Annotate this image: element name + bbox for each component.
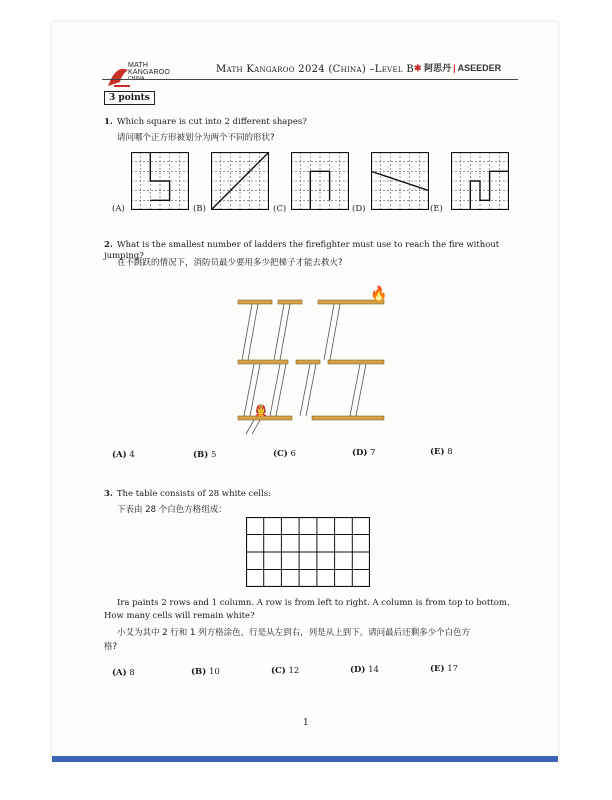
fire-icon: 🔥	[370, 286, 388, 302]
option-e-label: (E)	[430, 204, 443, 214]
question-3-cn: 下表由 28 个白色方格组成：	[117, 505, 227, 515]
option-c-label: (C)	[273, 204, 287, 214]
question-1-en: Which square is cut into 2 different shapes?	[116, 117, 307, 127]
q3-answer-a	[112, 668, 135, 678]
q2-answer-a-value: 4	[129, 450, 135, 460]
q2-answer-c-value: 6	[290, 449, 296, 459]
q2-answer-c	[273, 449, 296, 459]
page-title: Math Kangaroo 2024 (China) –Level B	[216, 64, 414, 75]
header-divider	[102, 79, 518, 80]
math-kangaroo-logo	[58, 34, 171, 80]
q2-answer-b-letter: (B)	[193, 450, 209, 460]
q2-answer-c-letter: (C)	[273, 449, 288, 459]
question-2-cn: 在不跳跃的情况下，消防员最少要用多少把梯子才能去救火?	[117, 258, 343, 268]
q2-answer-d-value: 7	[370, 448, 376, 458]
question-3-en: The table consists of 28 white cells:	[116, 489, 271, 499]
q2-answer-a	[112, 450, 135, 460]
q2-answer-d	[352, 448, 376, 458]
ladders-figure	[230, 276, 390, 436]
q3-answer-c-value: 12	[288, 666, 300, 676]
question-3-body-cn-2: 格?	[104, 642, 118, 652]
q2-answer-b	[193, 450, 216, 460]
q3-answer-b-letter: (B)	[191, 667, 207, 677]
q2-answer-e	[430, 447, 453, 457]
q3-answer-a-value: 8	[129, 668, 135, 678]
option-b-label: (B)	[193, 204, 206, 214]
q2-answer-d-letter: (D)	[352, 448, 368, 458]
option-d-label: (D)	[352, 204, 366, 214]
option-a-figure	[131, 152, 189, 210]
option-c-figure	[291, 152, 349, 210]
aseeder-en-name: ASEEDER	[457, 63, 502, 73]
q3-answer-a-letter: (A)	[112, 668, 127, 678]
q2-answer-a-letter: (A)	[112, 450, 127, 460]
q2-answer-b-value: 5	[210, 450, 217, 460]
question-2-number: 2.	[104, 240, 113, 250]
q3-answer-d	[350, 665, 379, 675]
q3-answer-d-letter: (D)	[350, 665, 366, 675]
question-1-number: 1.	[104, 117, 113, 127]
question-3-body-cn-1: 小艾为其中 2 行和 1 列方格涂色，行是从左到右，列是从上到下。请问最后还剩多少个白色方	[117, 628, 471, 638]
aseeder-cn-name: 阿思丹	[424, 63, 452, 73]
question-3-body-en-1: Ira paints 2 rows and 1 column. A row is from left to right. A column is from top to bottom.	[117, 598, 510, 608]
question-3-text	[104, 489, 271, 500]
option-a-label: (A)	[112, 204, 125, 214]
q3-answer-e-letter: (E)	[430, 664, 445, 674]
q3-answer-b-value: 10	[208, 667, 220, 677]
q2-answer-e-letter: (E)	[430, 447, 445, 457]
aseeder-logo: ✱ 阿思丹 | ASEEDER	[414, 63, 502, 73]
q3-answer-c-letter: (C)	[271, 666, 286, 676]
q3-answer-e	[430, 664, 458, 674]
question-1-text	[104, 117, 307, 128]
page-bottom-band	[52, 756, 558, 762]
option-b-figure	[211, 152, 269, 210]
question-2-en: What is the smallest number of ladders the firefighter must use to reach the fire without jumping?	[104, 240, 500, 261]
question-3-number: 3.	[104, 489, 113, 499]
logo-line-kangaroo: KANGAROO	[128, 69, 171, 76]
logo-line-math: MATH	[128, 62, 149, 69]
q3-answer-d-value: 14	[368, 665, 379, 675]
page-number: 1	[303, 718, 309, 728]
q3-answer-b	[191, 667, 220, 677]
option-d-figure	[371, 152, 429, 210]
q3-answer-e-value: 17	[447, 664, 459, 674]
aseeder-logo-icon: ✱	[414, 63, 422, 73]
firefighter-icon: 🧑‍🚒	[254, 404, 268, 417]
q3-answer-c	[271, 666, 299, 676]
section-label: 3 points	[104, 91, 155, 105]
table-28-cells	[246, 517, 370, 587]
question-3-body-en-2: How many cells will remain white?	[104, 611, 255, 621]
question-1-cn: 请问哪个正方形被划分为两个不同的形状?	[117, 133, 275, 143]
option-e-figure	[451, 152, 509, 210]
q2-answer-e-value: 8	[447, 447, 453, 457]
